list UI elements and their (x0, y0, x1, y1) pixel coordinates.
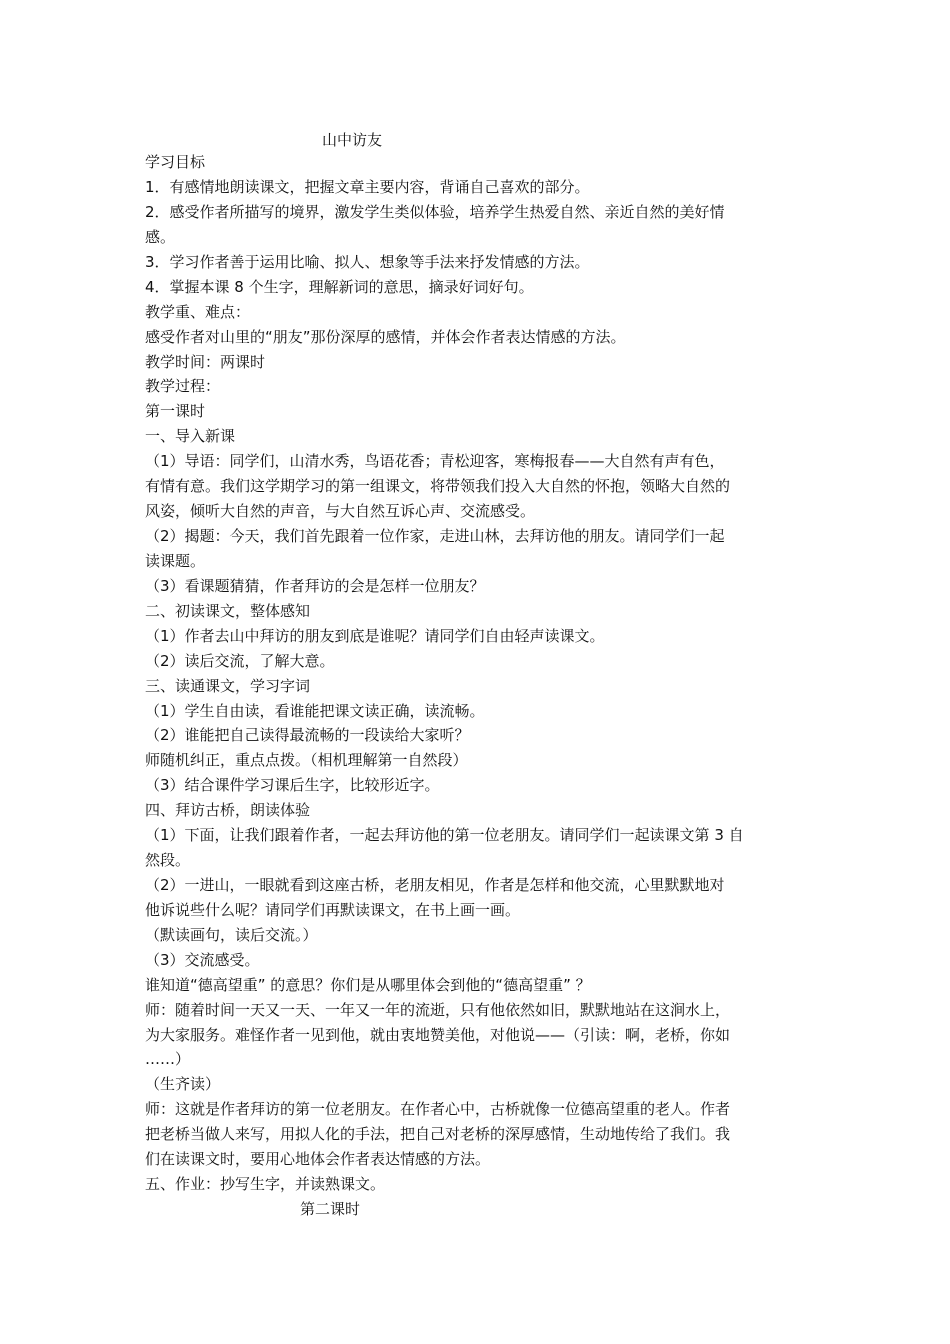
body-line: 师随机纠正，重点点拨。（相机理解第一自然段） (145, 751, 468, 769)
body-line: 教学过程： (145, 377, 221, 395)
body-line: 2．感受作者所描写的境界，激发学生类似体验，培养学生热爱自然、亲近自然的美好情 (145, 203, 725, 221)
body-line: 感受作者对山里的“朋友”那份深厚的感情，并体会作者表达情感的方法。 (145, 328, 626, 346)
body-line: （生齐读） (145, 1075, 221, 1093)
body-line: 学习目标 (145, 153, 206, 171)
body-line: 读课题。 (145, 552, 206, 570)
body-line: 谁知道“德高望重” 的意思？你们是从哪里体会到他的“德高望重” ？ (145, 976, 591, 994)
body-line: 1．有感情地朗读课文，把握文章主要内容，背诵自己喜欢的部分。 (145, 178, 590, 196)
body-line: （3）结合课件学习课后生字，比较形近字。 (145, 776, 440, 794)
body-line: 一、导入新课 (145, 427, 236, 445)
body-line: 三、读通课文，学习字词 (145, 677, 311, 695)
body-line: （1）作者去山中拜访的朋友到底是谁呢？请同学们自由轻声读课文。 (145, 627, 605, 645)
body-line: 二、初读课文，整体感知 (145, 602, 311, 620)
body-line: （1）下面，让我们跟着作者，一起去拜访他的第一位老朋友。请同学们一起读课文第 3 自 (145, 826, 744, 844)
body-line: 风姿，倾听大自然的声音，与大自然互诉心声、交流感受。 (145, 502, 536, 520)
document-title: 山中访友 (322, 131, 383, 149)
body-line: 有情有意。我们这学期学习的第一组课文，将带领我们投入大自然的怀抱，领略大自然的 (145, 477, 731, 495)
body-line: ……） (145, 1050, 191, 1068)
body-line: 他诉说些什么呢？请同学们再默读课文，在书上画一画。 (145, 901, 521, 919)
body-line: （3）交流感受。 (145, 951, 260, 969)
body-line: 把老桥当做人来写，用拟人化的手法，把自己对老桥的深厚感情，生动地传给了我们。我 (145, 1125, 731, 1143)
body-line: 为大家服务。难怪作者一见到他，就由衷地赞美他，对他说——（引读：啊，老桥，你如 (145, 1026, 731, 1044)
body-line: （2）一进山，一眼就看到这座古桥，老朋友相见，作者是怎样和他交流，心里默默地对 (145, 876, 725, 894)
body-line: 五、作业：抄写生字，并读熟课文。 (145, 1175, 386, 1193)
body-line: 四、拜访古桥，朗读体验 (145, 801, 311, 819)
body-line: 然段。 (145, 851, 191, 869)
body-line: 教学重、难点： (145, 303, 251, 321)
body-line: （2）揭题：今天，我们首先跟着一位作家，走进山林，去拜访他的朋友。请同学们一起 (145, 527, 725, 545)
body-line: （1）学生自由读，看谁能把课文读正确，读流畅。 (145, 702, 485, 720)
body-line: 师：这就是作者拜访的第一位老朋友。在作者心中，古桥就像一位德高望重的老人。作者 (145, 1100, 731, 1118)
body-line: 师：随着时间一天又一天、一年又一年的流逝，只有他依然如旧，默默地站在这涧水上， (145, 1001, 731, 1019)
body-line: 感。 (145, 228, 176, 246)
body-line: （默读画句，读后交流。） (145, 926, 318, 944)
body-line: 教学时间：两课时 (145, 353, 266, 371)
body-line: （2）谁能把自己读得最流畅的一段读给大家听？ (145, 726, 470, 744)
body-line: （1）导语：同学们，山清水秀，鸟语花香；青松迎客，寒梅报春——大自然有声有色， (145, 452, 725, 470)
body-line: 3．学习作者善于运用比喻、拟人、想象等手法来抒发情感的方法。 (145, 253, 590, 271)
body-line: 们在读课文时，要用心地体会作者表达情感的方法。 (145, 1150, 491, 1168)
section-heading: 第二课时 (300, 1200, 361, 1218)
body-line: （3）看课题猜猜，作者拜访的会是怎样一位朋友？ (145, 577, 485, 595)
body-line: 第一课时 (145, 402, 206, 420)
body-line: 4．掌握本课 8 个生字，理解新词的意思，摘录好词好句。 (145, 278, 534, 296)
body-line: （2）读后交流，了解大意。 (145, 652, 335, 670)
